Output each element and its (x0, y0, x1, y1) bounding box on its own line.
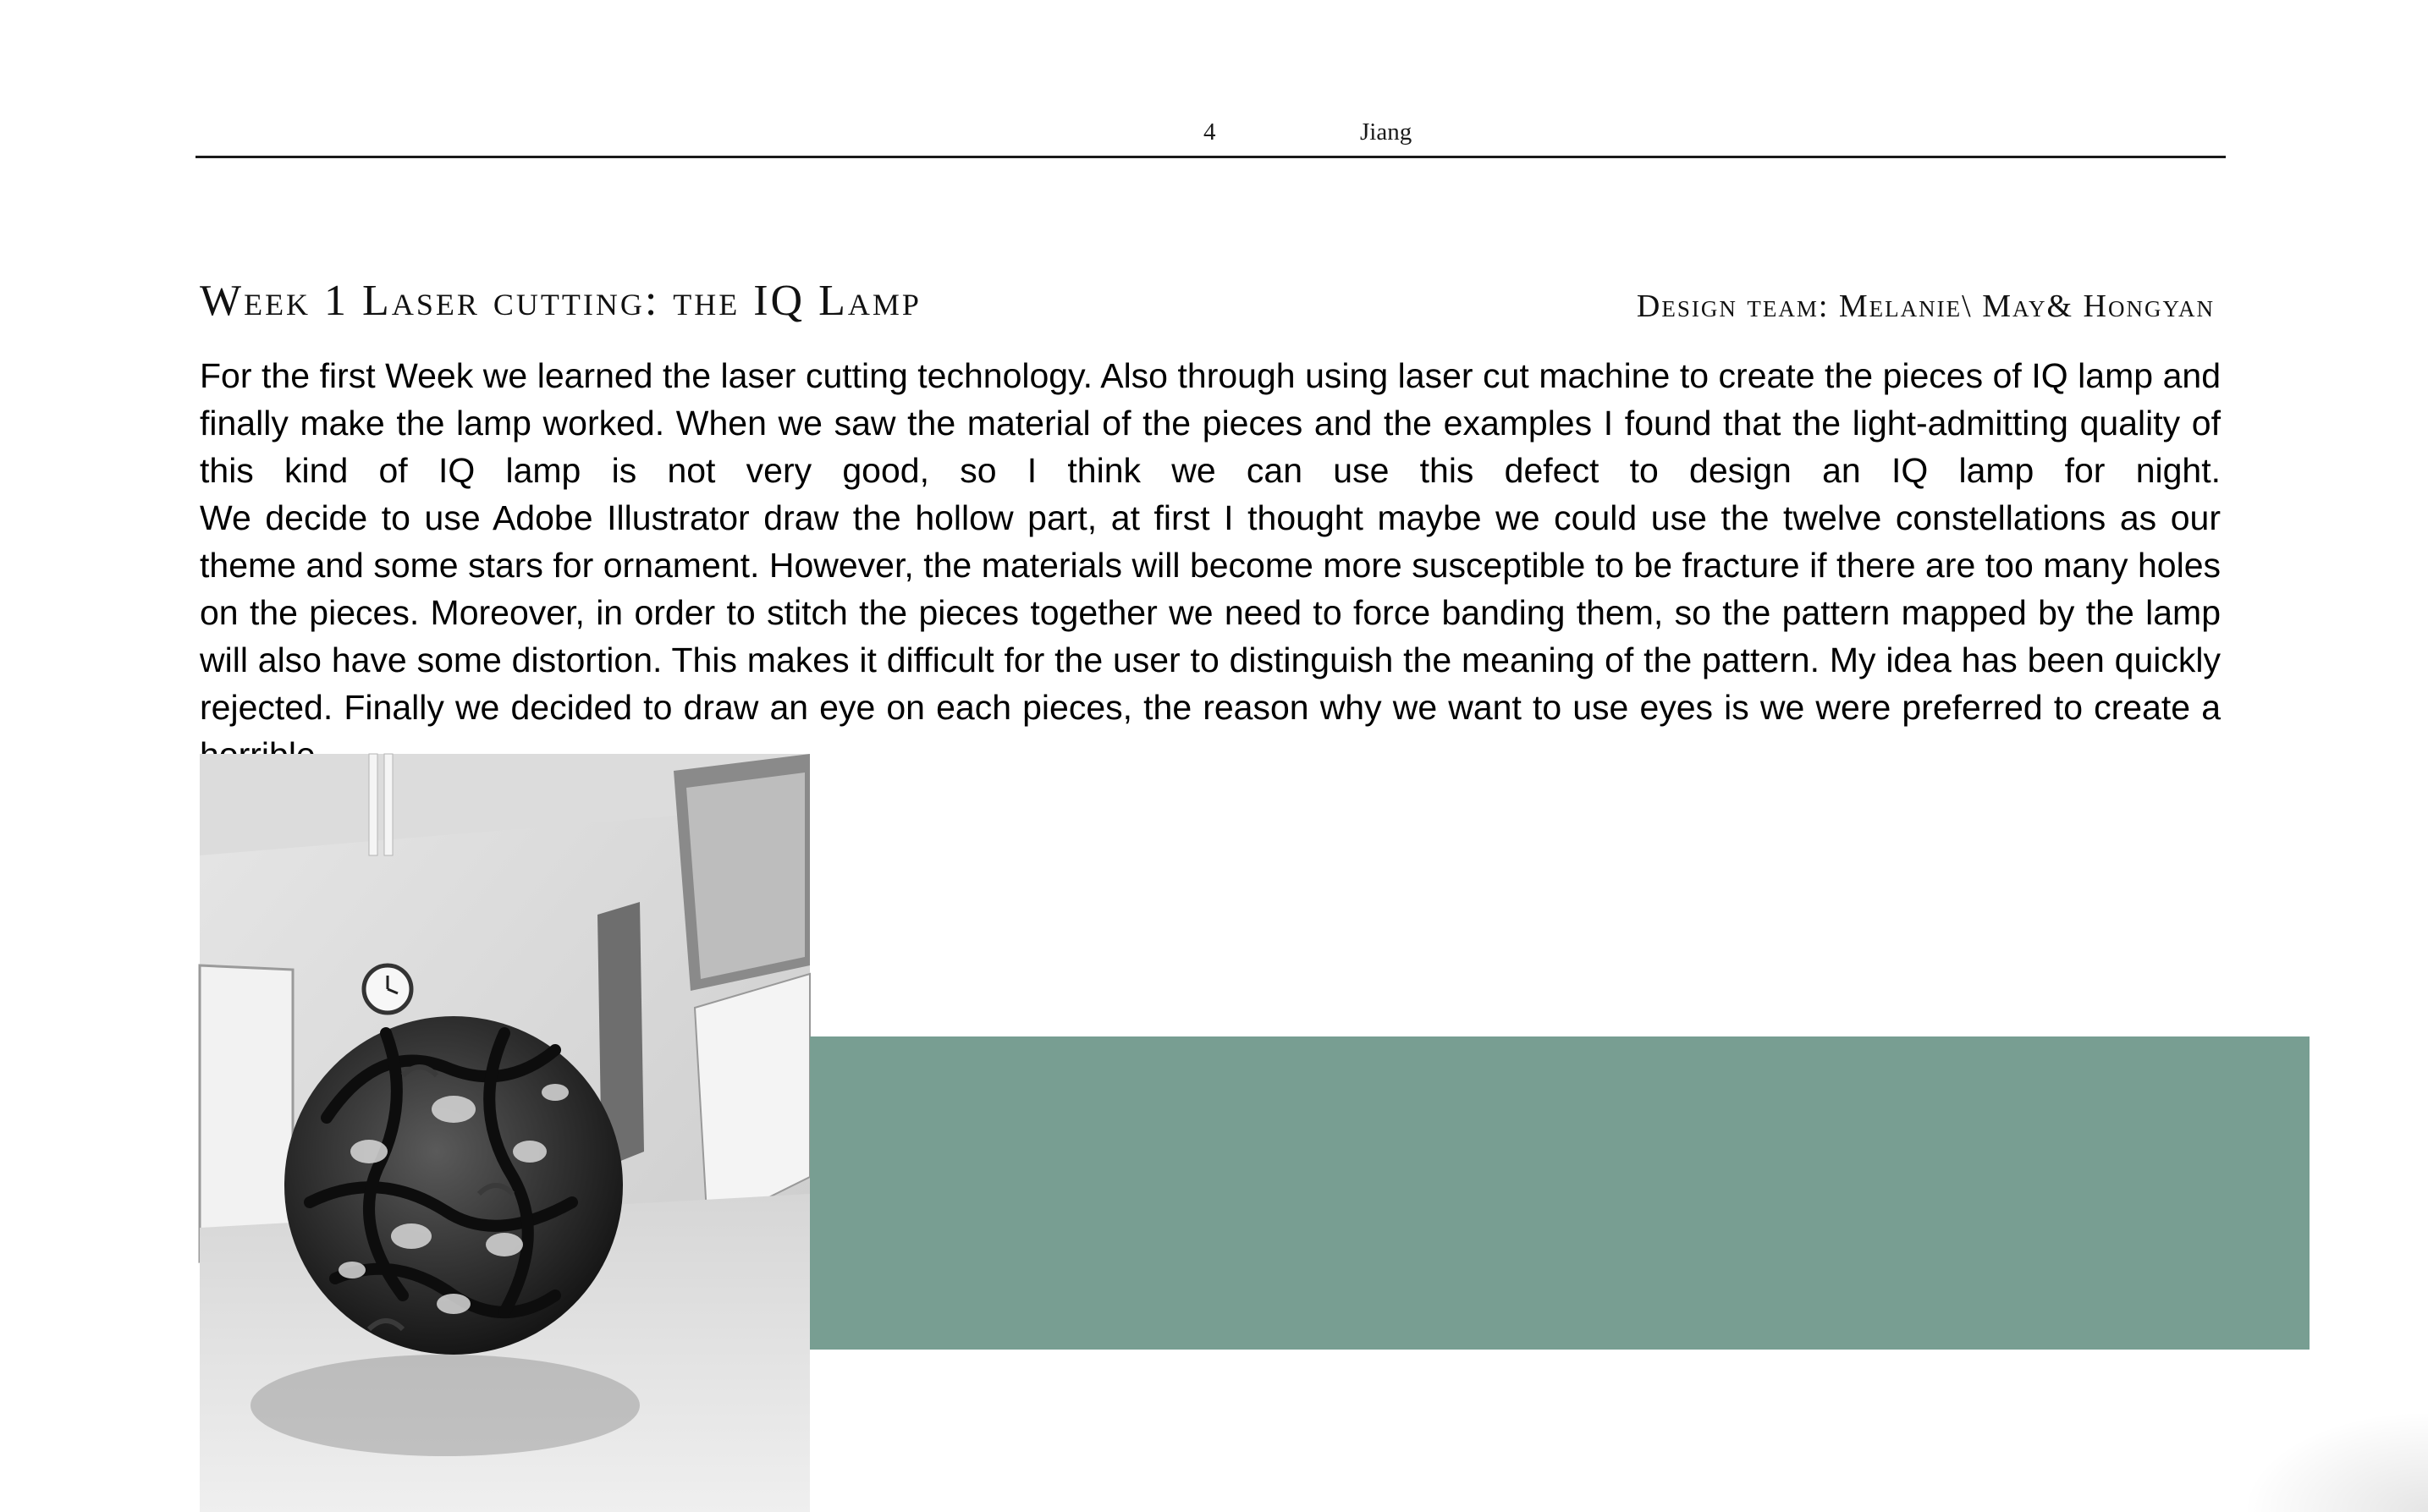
body-text (200, 352, 2221, 729)
design-team-label: Design team: Melanie\ May& Hongyan (1636, 289, 2215, 324)
section-title: Week 1 Laser cutting: the IQ Lamp (200, 277, 922, 325)
paragraph-1: For the first Week we learned the laser cutting technology. Also through using laser cut machine to create the pieces of IQ lamp and finally make the lamp worked. When we saw the material of the pieces and the examples I found that the light-admitting quality of this kind of IQ lamp is not very good, so I think we can use this defect to design an IQ lamp for night. (200, 356, 2221, 490)
page-header (195, 118, 2226, 158)
accent-color-band (810, 1036, 2310, 1350)
paragraph-2: We decide to use Adobe Illustrator draw the hollow part, at first I thought maybe we could use the twelve constellations as our theme and some stars for ornament. However, the materials will become more susceptible to be fracture if there are too many holes on the pieces. Moreover, in order to stitch the pieces together we need to force banding them, so the pattern mapped by the lamp will also have some distortion. This makes it difficult for the user to distinguish the meaning of the pattern. My idea has been quickly rejected. Finally we decided to draw an eye on each pieces, the reason why we want to use eyes is we were preferred to create a (200, 498, 2221, 727)
header-page-number: 4 (1203, 118, 1216, 146)
iq-lamp-photo (200, 754, 810, 1512)
header-author: Jiang (1360, 118, 1412, 146)
page-corner-shadow (2242, 1410, 2428, 1512)
